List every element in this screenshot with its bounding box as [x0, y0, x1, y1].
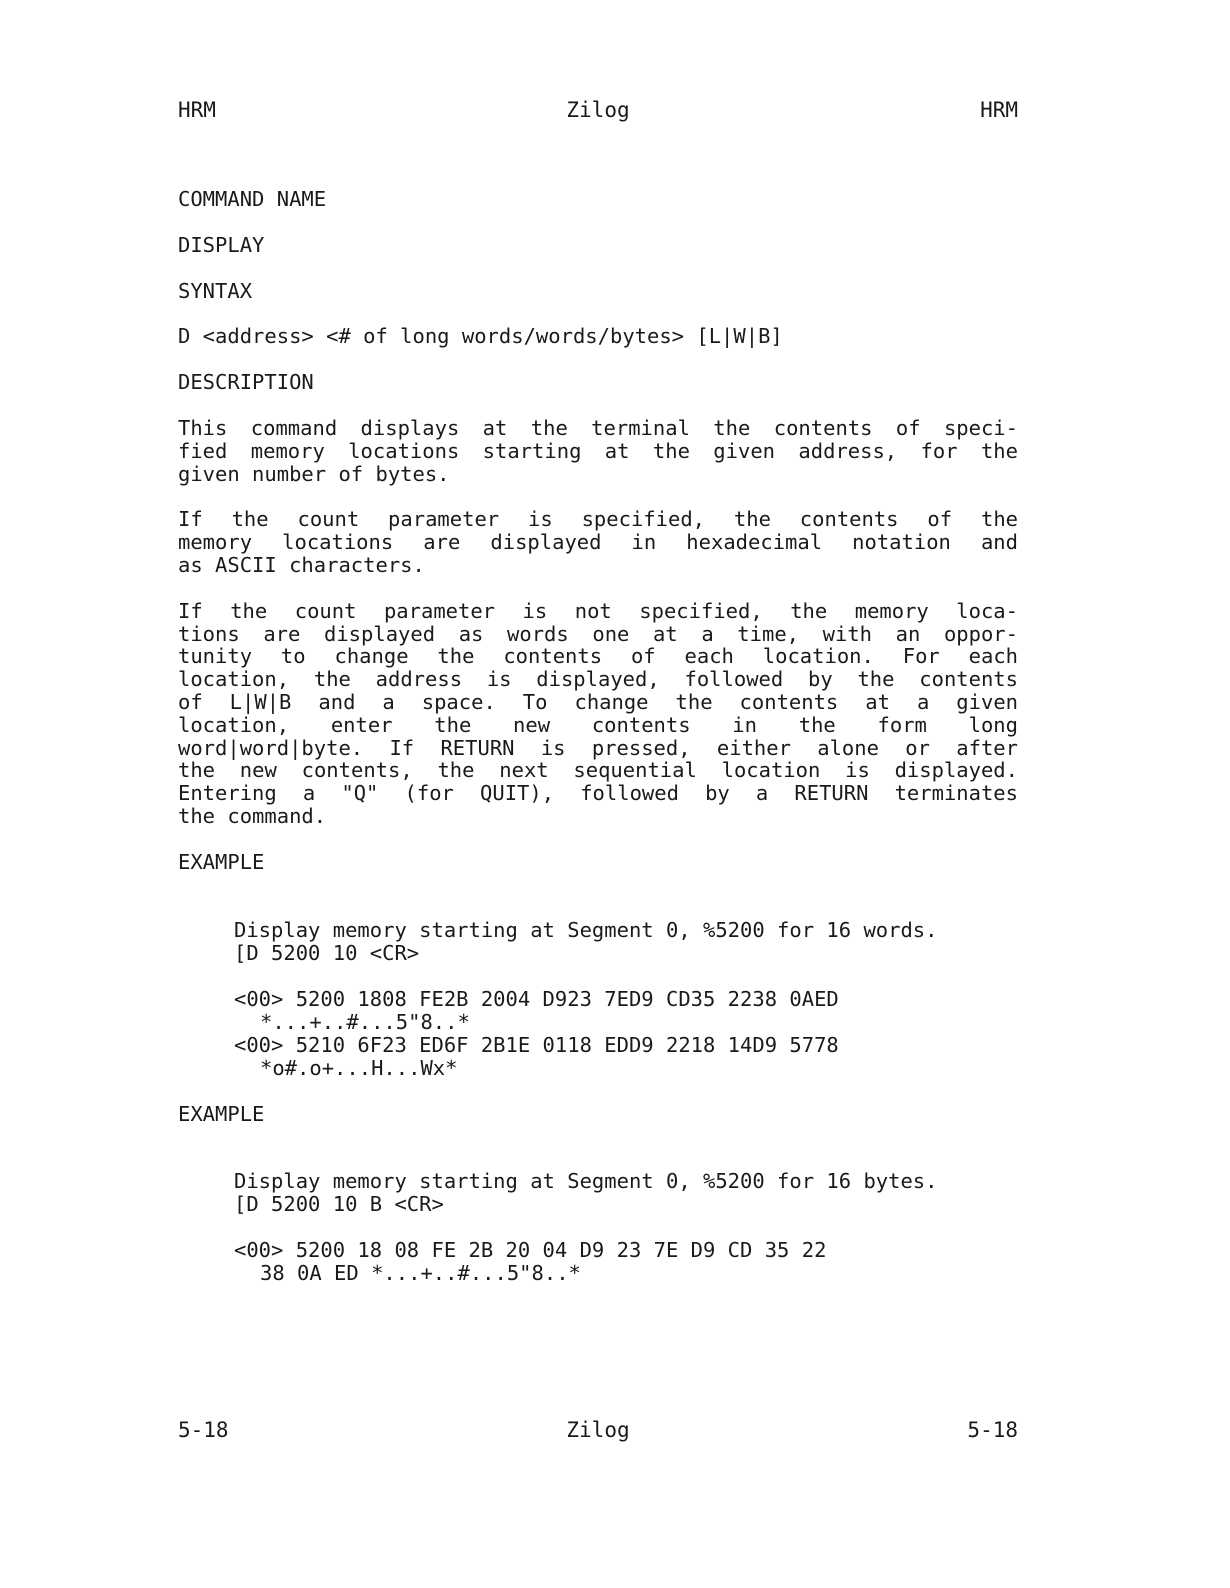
text-line: the command. [178, 803, 327, 828]
text-line: This command displays at the terminal the contents of speci- [178, 415, 1018, 440]
command-name-heading: COMMAND NAME [178, 187, 327, 211]
text-line: tunity to change the contents of each location. For each [178, 644, 1018, 669]
page-header [178, 98, 1018, 128]
text-line: word|word|byte. If RETURN is pressed, either alone or after [178, 735, 1018, 760]
text-line: Entering a "Q" (for QUIT), followed by a RETURN terminates [178, 781, 1018, 806]
description-paragraph-1 [178, 417, 1018, 485]
text-line: If the count parameter is specified, the contents of the [178, 507, 1018, 532]
example-block-1 [234, 919, 1018, 1080]
example-heading: EXAMPLE [178, 1101, 265, 1126]
example-output-ascii: *...+..#...5"8..* [260, 1009, 470, 1034]
example-output-line: <00> 5210 6F23 ED6F 2B1E 0118 EDD9 2218 14D9 5778 [234, 1032, 839, 1057]
text-line: location, enter the new contents in the form long [178, 712, 1018, 737]
header-left: HRM [178, 98, 216, 122]
header-center: Zilog [566, 98, 630, 122]
example-heading: EXAMPLE [178, 849, 265, 874]
footer-page-number-left: 5-18 [178, 1418, 229, 1442]
example-output-line: <00> 5200 1808 FE2B 2004 D923 7ED9 CD35 2238 0AED [234, 986, 839, 1011]
example-intro: Display memory starting at Segment 0, %5200 for 16 words. [234, 917, 938, 942]
example-output-ascii: *o#.o+...H...Wx* [260, 1055, 458, 1080]
text-line: location, the address is displayed, followed by the contents [178, 667, 1018, 692]
page-footer [178, 1418, 1018, 1448]
text-line: given number of bytes. [178, 461, 450, 486]
syntax-heading: SYNTAX [178, 278, 253, 303]
syntax-line: D <address> <# of long words/words/bytes> [L|W|B] [178, 324, 783, 349]
footer-center: Zilog [566, 1418, 630, 1442]
text-line: as ASCII characters. [178, 552, 425, 577]
text-line: of L|W|B and a space. To change the contents at a given [178, 689, 1018, 714]
example-command: [D 5200 10 <CR> [234, 940, 420, 965]
description-paragraph-2 [178, 508, 1018, 576]
header-right: HRM [980, 98, 1018, 122]
example-output-continuation: 38 0A ED *...+..#...5"8..* [260, 1261, 581, 1286]
text-line: fied memory locations starting at the given address, for the [178, 438, 1018, 463]
text-line: tions are displayed as words one at a time, with an oppor- [178, 621, 1018, 646]
description-paragraph-3 [178, 600, 1018, 828]
example-intro: Display memory starting at Segment 0, %5200 for 16 bytes. [234, 1169, 938, 1194]
example-output-line: <00> 5200 18 08 FE 2B 20 04 D9 23 7E D9 CD 35 22 [234, 1238, 827, 1263]
description-heading: DESCRIPTION [178, 370, 314, 395]
page-body [178, 188, 1018, 1285]
example-block-2 [234, 1170, 1018, 1285]
footer-page-number-right: 5-18 [967, 1418, 1018, 1442]
example-command: [D 5200 10 B <CR> [234, 1192, 444, 1217]
text-line: the new contents, the next sequential location is displayed. [178, 758, 1018, 783]
text-line: If the count parameter is not specified, the memory loca- [178, 598, 1018, 623]
command-name: DISPLAY [178, 232, 265, 257]
text-line: memory locations are displayed in hexadecimal notation and [178, 530, 1018, 555]
